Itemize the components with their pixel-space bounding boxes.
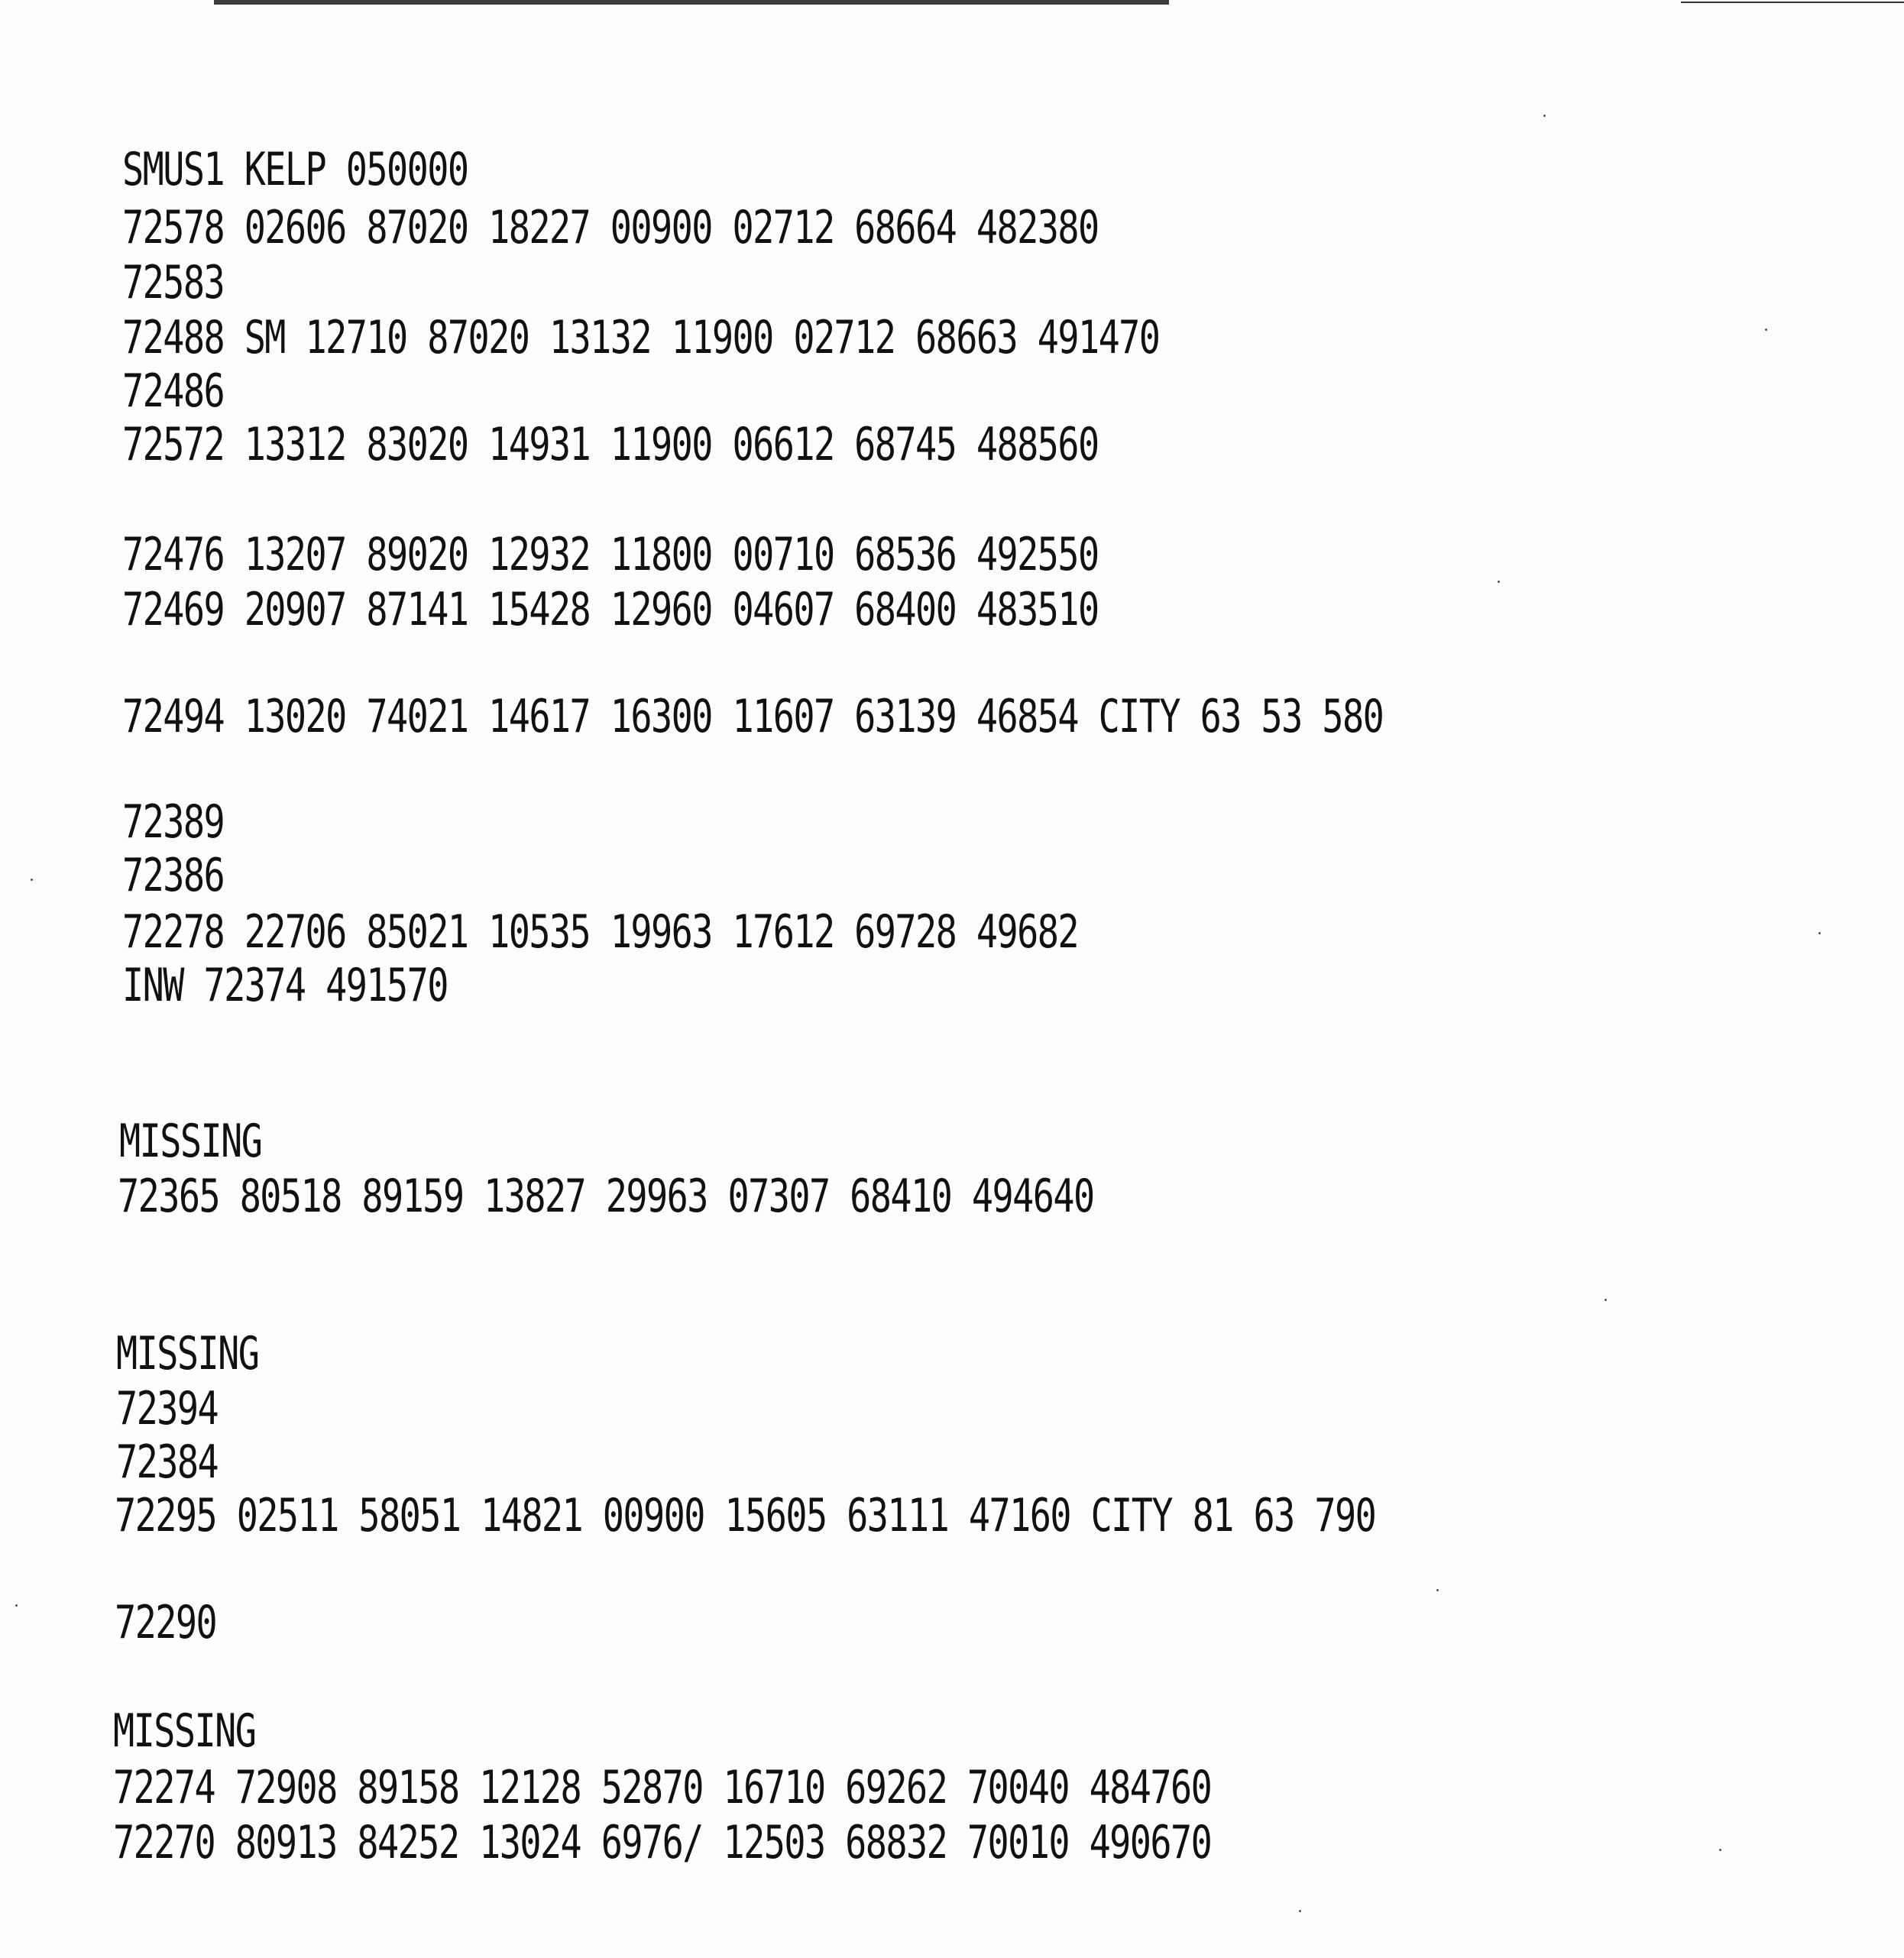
scan-speck: [1498, 581, 1500, 583]
report-line: 72486: [122, 364, 225, 418]
report-line: INW 72374 491570: [122, 959, 448, 1012]
report-line: 72278 22706 85021 10535 19963 17612 69728 49682: [122, 905, 1078, 959]
paper-top-edge-right: [1681, 2, 1904, 3]
report-line: 72270 80913 84252 13024 6976/ 12503 68832 70010 490670: [113, 1816, 1212, 1869]
scan-speck: [1765, 328, 1767, 331]
report-line: MISSING: [119, 1115, 262, 1168]
scan-speck: [1543, 115, 1546, 117]
report-header: SMUS1 KELP 050000: [122, 143, 468, 196]
report-line: 72494 13020 74021 14617 16300 11607 63139 46854 CITY 63 53 580: [122, 690, 1384, 743]
report-line: 72274 72908 89158 12128 52870 16710 69262 70040 484760: [113, 1761, 1212, 1814]
scan-speck: [1299, 1910, 1301, 1912]
scan-speck: [31, 879, 33, 881]
report-line: 72572 13312 83020 14931 11900 06612 68745 488560: [122, 418, 1099, 471]
report-line: 72488 SM 12710 87020 13132 11900 02712 68663 491470: [122, 311, 1160, 364]
report-line: 72469 20907 87141 15428 12960 04607 68400 483510: [122, 583, 1099, 636]
report-line: 72386: [122, 849, 225, 902]
scan-speck: [1436, 1589, 1439, 1591]
report-line: 72384: [116, 1435, 219, 1489]
report-line: 72583: [122, 256, 225, 309]
scan-speck: [1719, 1849, 1721, 1851]
report-line: 72295 02511 58051 14821 00900 15605 63111 47160 CITY 81 63 790: [115, 1489, 1376, 1542]
report-line: 72394: [116, 1382, 219, 1435]
report-line: MISSING: [113, 1704, 256, 1758]
scan-speck: [1604, 1299, 1607, 1301]
paper-top-edge: [214, 0, 1169, 5]
report-line: 72365 80518 89159 13827 29963 07307 68410 494640: [118, 1170, 1094, 1223]
report-line: 72578 02606 87020 18227 00900 02712 68664 482380: [122, 201, 1099, 254]
report-line: 72389: [122, 795, 225, 849]
scan-speck: [1818, 932, 1821, 934]
scan-speck: [15, 1604, 18, 1607]
report-line: 72476 13207 89020 12932 11800 00710 68536 492550: [122, 528, 1099, 581]
report-line: 72290: [115, 1596, 217, 1649]
report-line: MISSING: [116, 1327, 259, 1380]
